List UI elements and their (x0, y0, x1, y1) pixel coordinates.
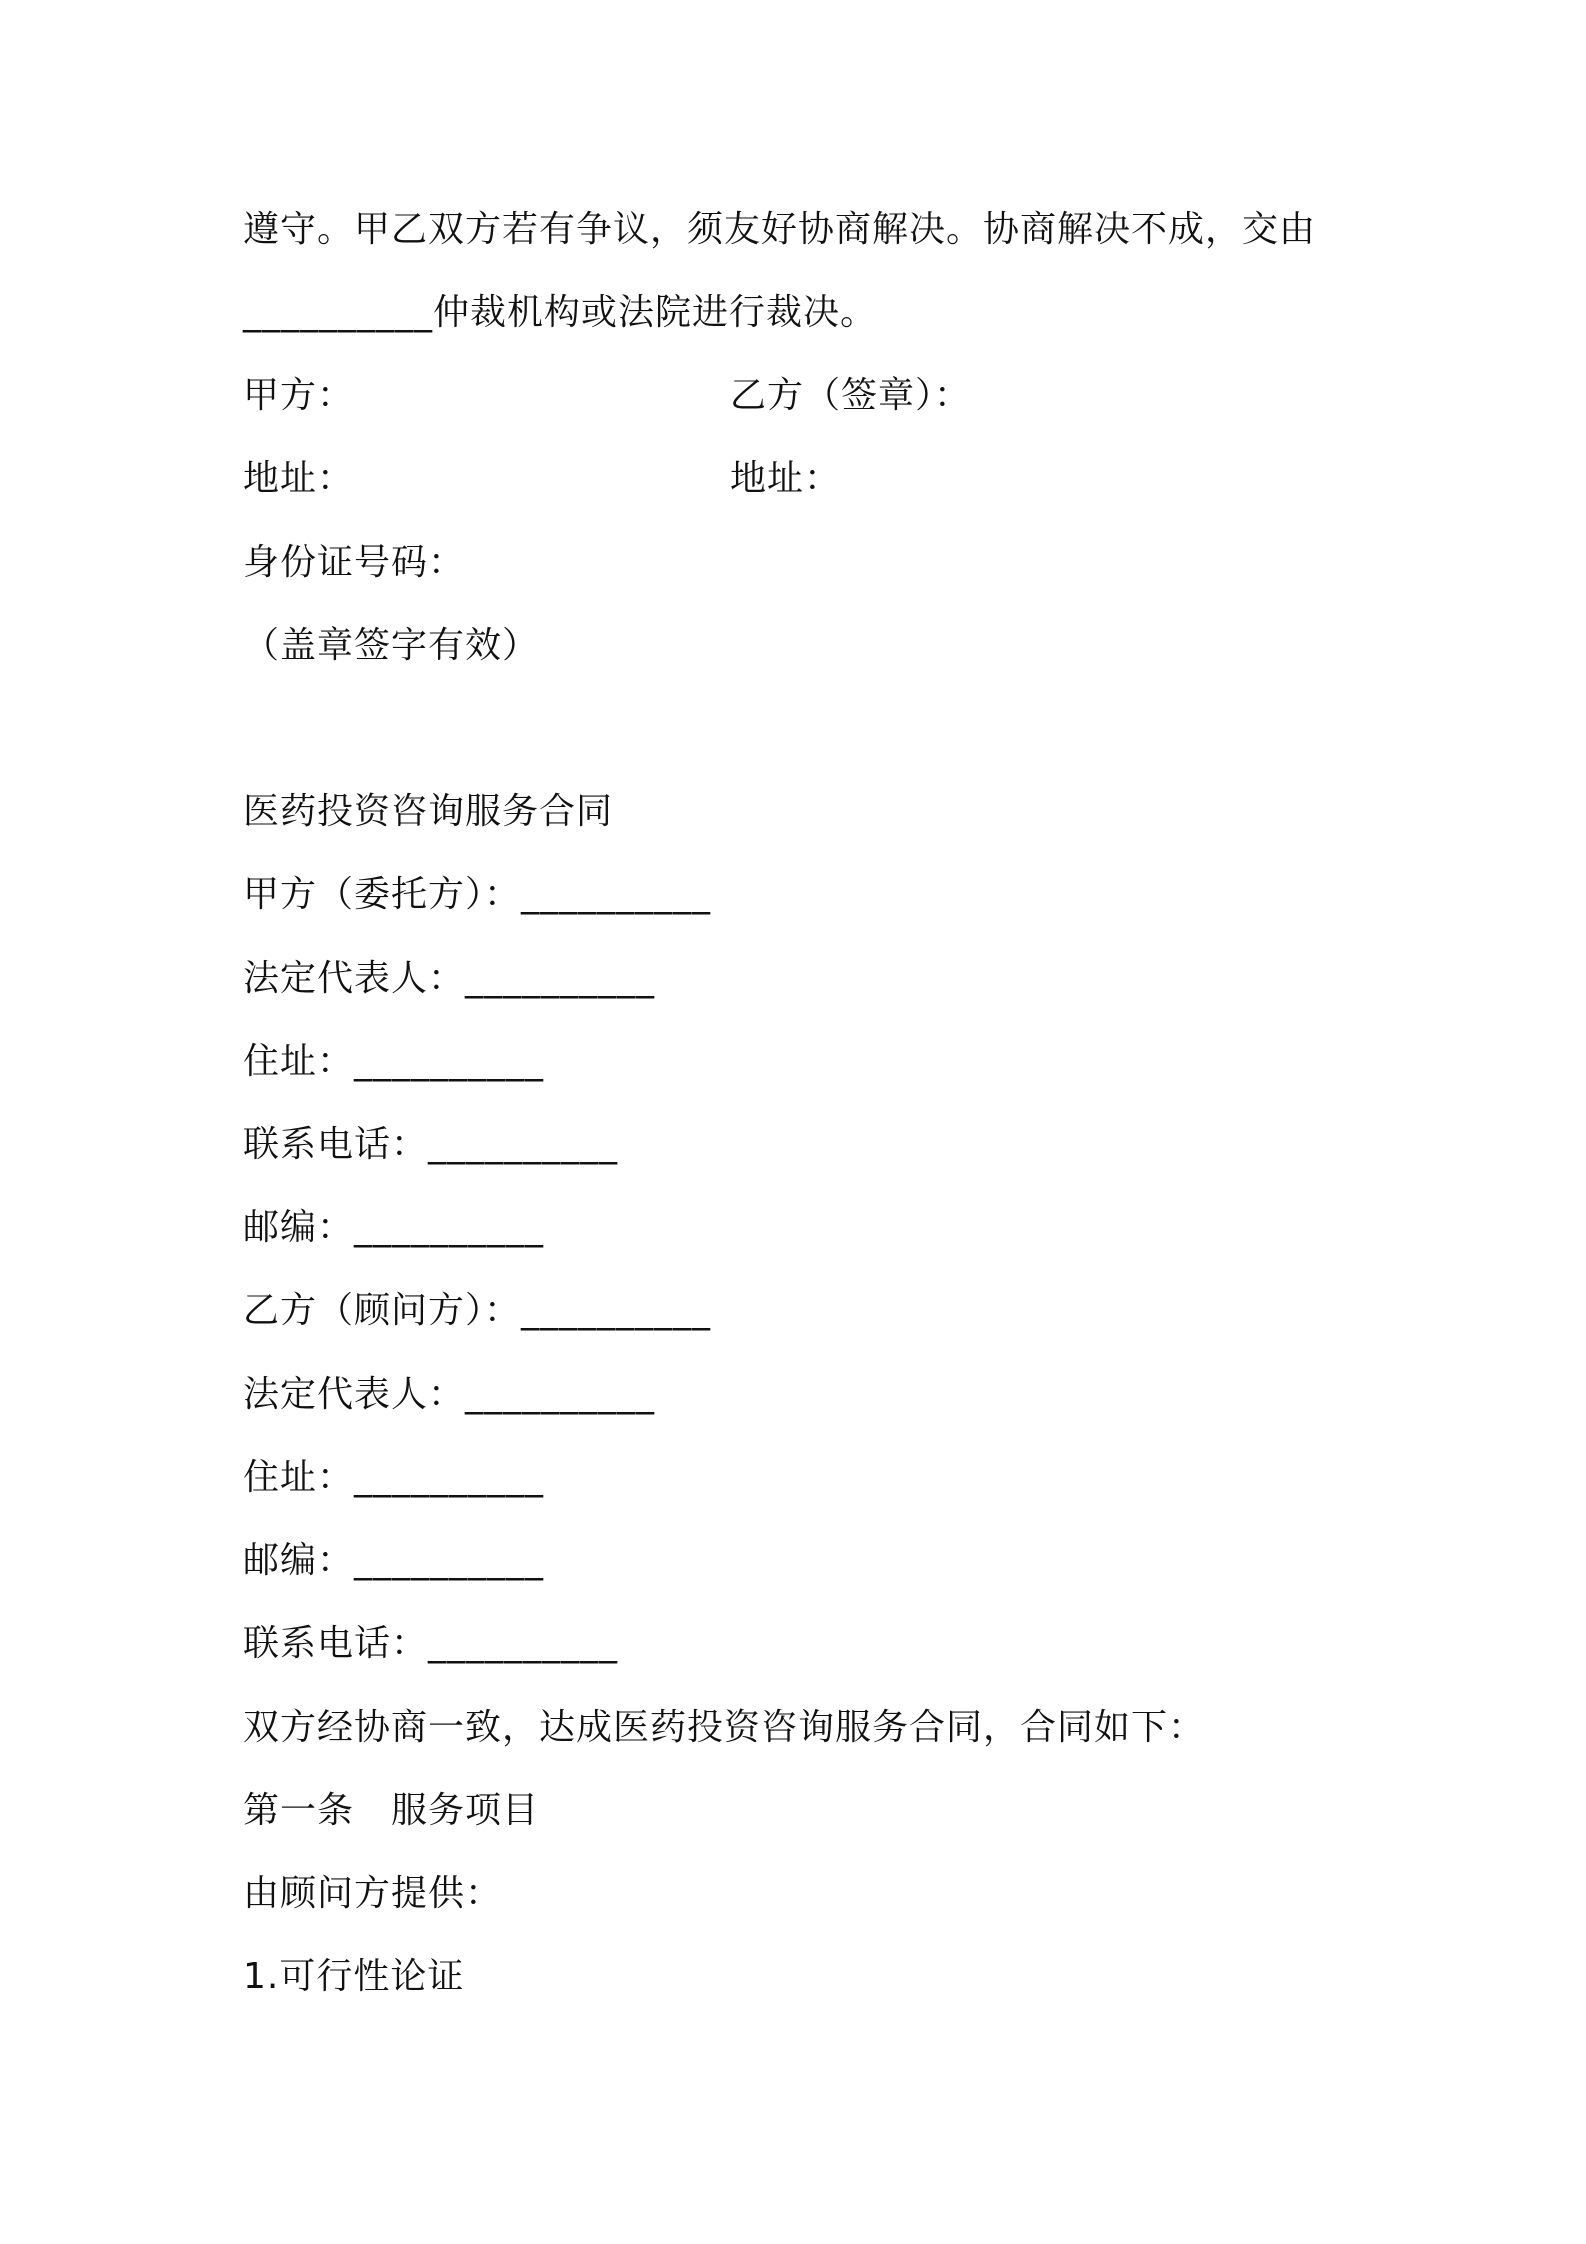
party-b-seal-label: 乙方（签章）： (730, 375, 972, 416)
party-a-postcode: 邮编：__________ (243, 1207, 545, 1248)
party-a-residence: 住址：__________ (243, 1041, 545, 1082)
party-a-legal-rep: 法定代表人：__________ (243, 958, 656, 999)
item-feasibility-study: 1.可行性论证 (243, 1956, 465, 1997)
party-b-consultant-label: 乙方（顾问方）：__________ (243, 1290, 712, 1331)
address-row (243, 457, 354, 501)
seal-valid-note: （盖章签字有效） (243, 625, 540, 666)
party-b-legal-rep: 法定代表人：__________ (243, 1374, 656, 1415)
party-b-address-label: 地址： (730, 458, 842, 499)
signature-row (243, 374, 354, 418)
paragraph-dispute-clause: 遵守。甲乙双方若有争议，须友好协商解决。协商解决不成，交由 (243, 209, 1317, 250)
id-number-label: 身份证号码： (243, 542, 466, 583)
article-one-heading: 第一条 服务项目 (243, 1790, 540, 1831)
party-a-address-label: 地址： (243, 458, 355, 499)
provided-by-consultant: 由顾问方提供： (243, 1873, 503, 1914)
party-a-label: 甲方： (243, 375, 355, 416)
agreement-intro: 双方经协商一致，达成医药投资咨询服务合同，合同如下： (243, 1707, 1206, 1748)
paragraph-arbitration: __________仲裁机构或法院进行裁决。 (243, 292, 878, 333)
contract-title: 医药投资咨询服务合同 (243, 791, 614, 832)
party-b-residence: 住址：__________ (243, 1457, 545, 1498)
party-a-client-label: 甲方（委托方）：__________ (243, 874, 712, 915)
party-b-phone: 联系电话：__________ (243, 1623, 619, 1664)
party-a-phone: 联系电话：__________ (243, 1124, 619, 1165)
party-b-postcode: 邮编：__________ (243, 1540, 545, 1581)
